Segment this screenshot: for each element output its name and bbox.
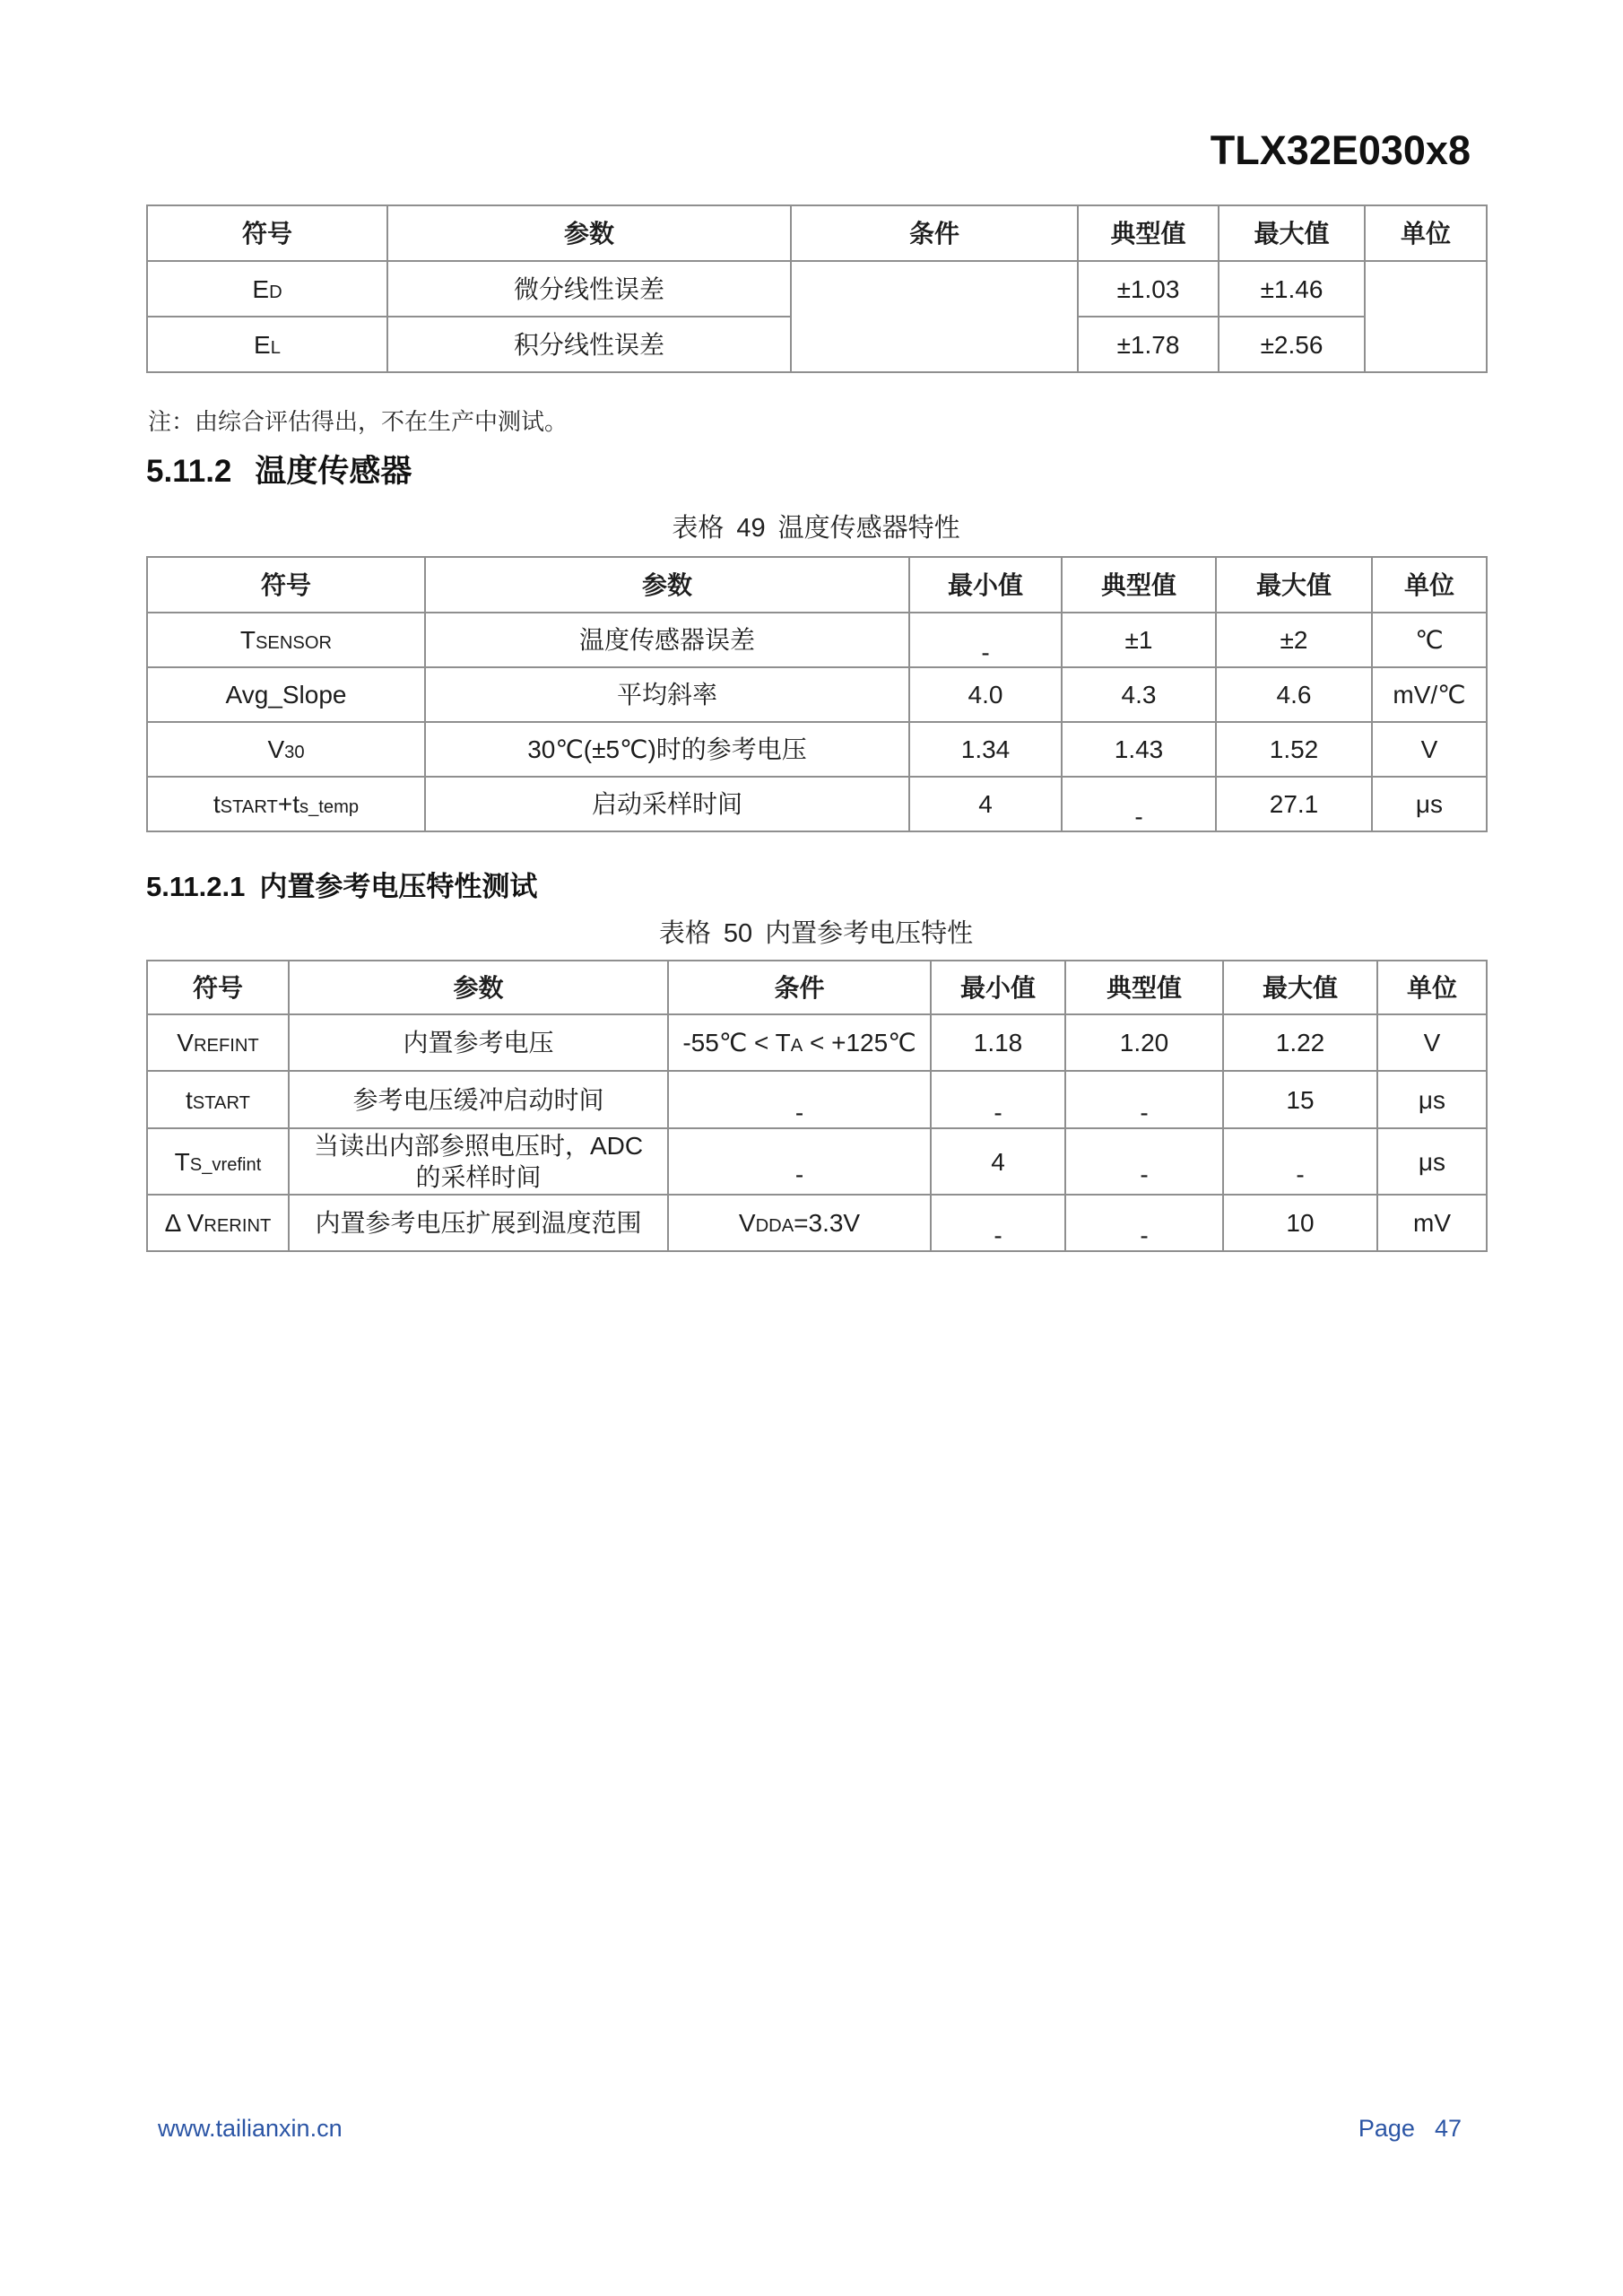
cell-param: 启动采样时间: [425, 777, 909, 831]
table-header-row: [147, 961, 1487, 1014]
cell-condition: -: [668, 1128, 931, 1195]
cell-param: 平均斜率: [425, 667, 909, 722]
cell-condition-merged: [791, 261, 1078, 372]
cell-typ: ±1.78: [1078, 317, 1219, 372]
cell-param: 当读出内部参照电压时，ADC 的采样时间: [289, 1128, 668, 1195]
cell-unit: μs: [1377, 1128, 1487, 1195]
cell-min: 4: [931, 1128, 1065, 1195]
cell-min: -: [909, 613, 1062, 667]
cell-max: ±2.56: [1219, 317, 1365, 372]
section-number: 5.11.2: [146, 454, 232, 489]
table-row: [147, 722, 1487, 777]
cell-symbol: tSTART: [147, 1071, 289, 1128]
table-header-row: [147, 557, 1487, 613]
footer-page-label: Page: [1358, 2115, 1415, 2142]
cell-param: 内置参考电压: [289, 1014, 668, 1071]
cell-unit: μs: [1377, 1071, 1487, 1128]
header-cell-param: 参数: [387, 205, 791, 261]
header-cell-symbol: 符号: [147, 557, 425, 613]
section-title: 温度传感器: [255, 454, 412, 489]
footer-site-link[interactable]: www.tailianxin.cn: [158, 2115, 343, 2142]
header-cell-max: 最大值: [1219, 205, 1365, 261]
table-row: [147, 1195, 1487, 1251]
cell-max: ±2: [1216, 613, 1372, 667]
cell-param: 微分线性误差: [387, 261, 791, 317]
cell-unit: mV: [1377, 1195, 1487, 1251]
cell-typ: -: [1062, 777, 1216, 831]
cell-min: 1.18: [931, 1014, 1065, 1071]
cell-max: 10: [1223, 1195, 1377, 1251]
cell-unit: μs: [1372, 777, 1487, 831]
cell-max: ±1.46: [1219, 261, 1365, 317]
cell-typ: -: [1065, 1195, 1223, 1251]
table-row: [147, 1128, 1487, 1195]
temp-sensor-table: [146, 556, 1488, 832]
table-row: [147, 1071, 1487, 1128]
cell-min: 4: [909, 777, 1062, 831]
cell-typ: ±1.03: [1078, 261, 1219, 317]
section-number: 5.11.2.1: [146, 871, 246, 902]
cell-unit: ℃: [1372, 613, 1487, 667]
cell-symbol: Avg_Slope: [147, 667, 425, 722]
cell-param: 温度传感器误差: [425, 613, 909, 667]
caption-title: 内置参考电压特性: [765, 919, 974, 948]
cell-min: 1.34: [909, 722, 1062, 777]
cell-condition: -: [668, 1071, 931, 1128]
header-cell-param: 参数: [425, 557, 909, 613]
header-cell-unit: 单位: [1377, 961, 1487, 1014]
cell-symbol: Δ VRERINT: [147, 1195, 289, 1251]
header-cell-min: 最小值: [931, 961, 1065, 1014]
header-cell-max: 最大值: [1223, 961, 1377, 1014]
cell-max: 4.6: [1216, 667, 1372, 722]
cell-typ: 1.20: [1065, 1014, 1223, 1071]
cell-condition: -55℃ < TA < +125℃: [668, 1014, 931, 1071]
cell-min: -: [931, 1195, 1065, 1251]
cell-typ: -: [1065, 1071, 1223, 1128]
caption-prefix: 表格: [672, 514, 725, 543]
section-heading-vrefint: [146, 864, 537, 904]
cell-unit-merged: [1365, 261, 1487, 372]
cell-symbol: V30: [147, 722, 425, 777]
page-title: TLX32E030x8: [1210, 127, 1471, 173]
cell-symbol: tSTART+ts_temp: [147, 777, 425, 831]
section-heading-temp-sensor: [146, 447, 412, 491]
header-cell-condition: 条件: [668, 961, 931, 1014]
linearity-error-table: [146, 204, 1488, 373]
cell-min: 4.0: [909, 667, 1062, 722]
section-title: 内置参考电压特性测试: [259, 871, 538, 902]
header-cell-symbol: 符号: [147, 205, 387, 261]
cell-param: 积分线性误差: [387, 317, 791, 372]
cell-symbol: TS_vrefint: [147, 1128, 289, 1195]
header-cell-min: 最小值: [909, 557, 1062, 613]
table-row: [147, 613, 1487, 667]
table-row: [147, 667, 1487, 722]
table-caption-50: [146, 913, 1486, 950]
cell-condition: VDDA=3.3V: [668, 1195, 931, 1251]
cell-symbol: VREFINT: [147, 1014, 289, 1071]
header-cell-symbol: 符号: [147, 961, 289, 1014]
cell-max: 27.1: [1216, 777, 1372, 831]
header-cell-unit: 单位: [1372, 557, 1487, 613]
cell-max: -: [1223, 1128, 1377, 1195]
caption-number: 49: [736, 514, 766, 543]
cell-symbol: ED: [147, 261, 387, 317]
cell-unit: V: [1372, 722, 1487, 777]
header-cell-typ: 典型值: [1062, 557, 1216, 613]
cell-unit: mV/℃: [1372, 667, 1487, 722]
table-row: [147, 1014, 1487, 1071]
footer-page-indicator: [1358, 2115, 1462, 2143]
cell-param: 30℃(±5℃)时的参考电压: [425, 722, 909, 777]
table-header-row: [147, 205, 1487, 261]
caption-prefix: 表格: [658, 919, 711, 948]
cell-typ: 1.43: [1062, 722, 1216, 777]
table-row: [147, 261, 1487, 317]
header-cell-condition: 条件: [791, 205, 1078, 261]
cell-symbol: EL: [147, 317, 387, 372]
caption-title: 温度传感器特性: [777, 514, 960, 543]
cell-param: 参考电压缓冲启动时间: [289, 1071, 668, 1128]
header-cell-param: 参数: [289, 961, 668, 1014]
footer-page-number: 47: [1434, 2115, 1462, 2142]
cell-typ: ±1: [1062, 613, 1216, 667]
table-caption-49: [146, 508, 1486, 544]
caption-number: 50: [723, 919, 753, 948]
header-cell-typ: 典型值: [1078, 205, 1219, 261]
vrefint-table: [146, 960, 1488, 1252]
cell-max: 1.22: [1223, 1014, 1377, 1071]
cell-unit: V: [1377, 1014, 1487, 1071]
cell-param: 内置参考电压扩展到温度范围: [289, 1195, 668, 1251]
table-note: 注：由综合评估得出，不在生产中测试。: [148, 408, 568, 435]
header-cell-typ: 典型值: [1065, 961, 1223, 1014]
cell-symbol: TSENSOR: [147, 613, 425, 667]
cell-max: 15: [1223, 1071, 1377, 1128]
cell-max: 1.52: [1216, 722, 1372, 777]
header-cell-max: 最大值: [1216, 557, 1372, 613]
cell-min: -: [931, 1071, 1065, 1128]
header-cell-unit: 单位: [1365, 205, 1487, 261]
cell-typ: 4.3: [1062, 667, 1216, 722]
cell-typ: -: [1065, 1128, 1223, 1195]
table-row: [147, 777, 1487, 831]
